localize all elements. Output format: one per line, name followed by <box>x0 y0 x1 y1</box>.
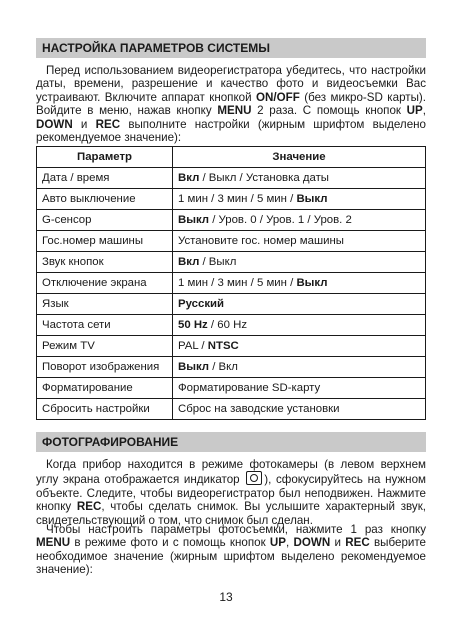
param-cell: Звук кнопок <box>37 252 173 273</box>
value-cell: Русский <box>173 294 426 315</box>
table-row <box>37 273 426 294</box>
photo-paragraph-1-end: ), сфокусируйтесь на нужном объекте. Следите, чтобы видеорегистратор был неподвижен. Нажмите кнопку REC, чтобы сделать снимок. Вы услышите характерный звук, свидетельствующий о том, что снимок был сделан. <box>36 473 427 527</box>
table-row <box>37 357 426 378</box>
table-row <box>37 210 426 231</box>
header-value: Значение <box>173 147 426 168</box>
header-parameter: Параметр <box>37 147 173 168</box>
param-cell: G-сенсор <box>37 210 173 231</box>
param-cell: Сбросить настройки <box>37 399 173 420</box>
param-cell: Режим TV <box>37 336 173 357</box>
section-title-photography: ФОТОГРАФИРОВАНИЕ <box>36 432 426 452</box>
param-cell: Дата / время <box>37 168 173 189</box>
camera-icon <box>246 471 262 485</box>
value-cell: Форматирование SD-карту <box>173 378 426 399</box>
table-row <box>37 231 426 252</box>
photo-paragraph-1-start: Когда прибор находится в режиме фотокамеры (в левом верхнем углу экрана отображается индикатор <box>36 458 426 487</box>
intro-paragraph: Перед использованием видеорегистратора убедитесь, что настройки даты, времени, разрешение и качество фото и видеосъемки Вас устраивают. Включите аппарат кнопкой ON/OFF (без микро-SD карты). Войдите в меню, нажав кнопку MENU 2 раза. С помощь кнопок UP, DOWN и REC выполните настройки (жирным шрифтом выделено рекомендуемое значение): <box>36 64 427 145</box>
value-cell: Вкл / Выкл / Установка даты <box>173 168 426 189</box>
param-cell: Гос.номер машины <box>37 231 173 252</box>
photo-paragraph-1 <box>36 458 426 527</box>
section-title-system-settings: НАСТРОЙКА ПАРАМЕТРОВ СИСТЕМЫ <box>36 38 426 58</box>
table-header-row <box>37 147 426 168</box>
value-cell: Выкл / Уров. 0 / Уров. 1 / Уров. 2 <box>173 210 426 231</box>
value-cell: Сброс на заводские установки <box>173 399 426 420</box>
table-row <box>37 168 426 189</box>
table-row <box>37 189 426 210</box>
table-row <box>37 294 426 315</box>
table-row <box>37 252 426 273</box>
table-row <box>37 336 426 357</box>
param-cell: Авто выключение <box>37 189 173 210</box>
table-row <box>37 378 426 399</box>
param-cell: Форматирование <box>37 378 173 399</box>
value-cell: Вкл / Выкл <box>173 252 426 273</box>
value-cell: 1 мин / 3 мин / 5 мин / Выкл <box>173 273 426 294</box>
value-cell: Установите гос. номер машины <box>173 231 426 252</box>
value-cell: PAL / NTSC <box>173 336 426 357</box>
value-cell: 1 мин / 3 мин / 5 мин / Выкл <box>173 189 426 210</box>
param-cell: Частота сети <box>37 315 173 336</box>
photo-paragraph-2: Чтобы настроить параметры фотосъемки, нажмите 1 раз кнопку MENU в режиме фото и с помощь кнопок UP, DOWN и REC выберите необходимое значение (жирным шрифтом выделено рекомендуемое значение): <box>36 523 427 577</box>
value-cell: 50 Hz / 60 Hz <box>173 315 426 336</box>
param-cell: Поворот изображения <box>37 357 173 378</box>
table-row <box>37 399 426 420</box>
param-cell: Язык <box>37 294 173 315</box>
settings-table <box>36 146 426 420</box>
value-cell: Выкл / Вкл <box>173 357 426 378</box>
param-cell: Отключение экрана <box>37 273 173 294</box>
table-row <box>37 315 426 336</box>
page-number: 13 <box>219 590 233 604</box>
